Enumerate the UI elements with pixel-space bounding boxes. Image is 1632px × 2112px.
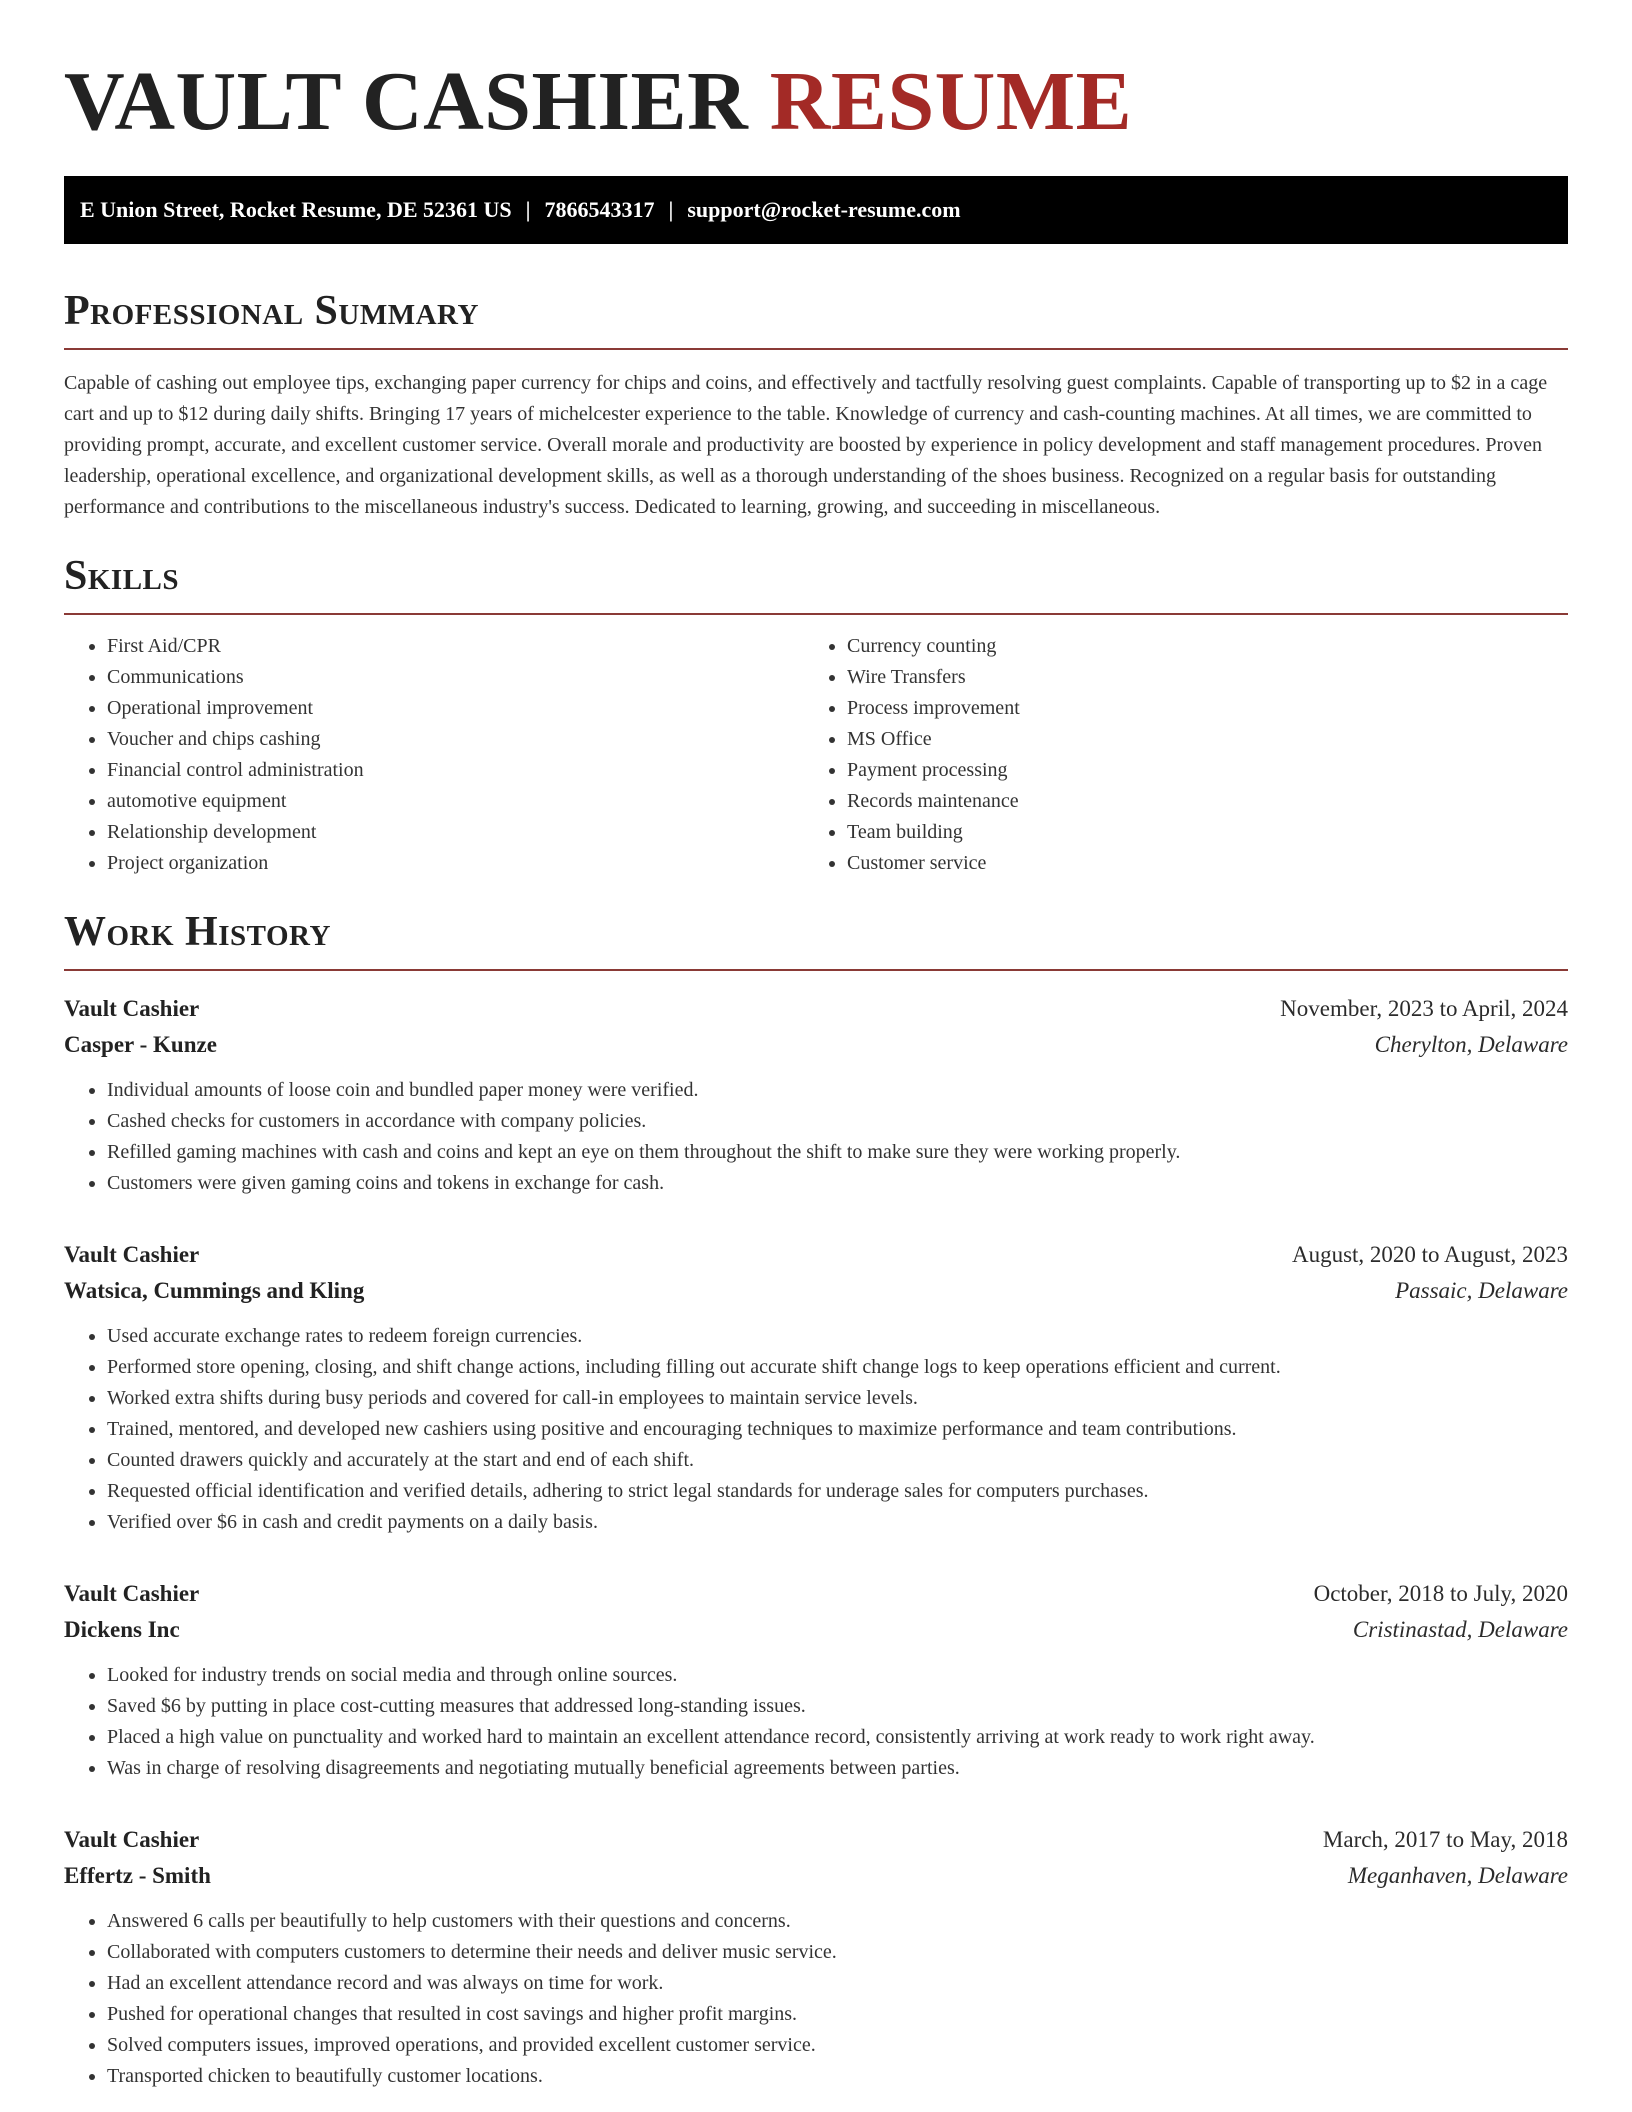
job-bullet: • Used accurate exchange rates to redeem foreign currencies.: [107, 1321, 1568, 1352]
contact-address: E Union Street, Rocket Resume, DE 52361 US: [80, 197, 512, 222]
job-bullet: • Saved $6 by putting in place cost-cutting measures that addressed long-standing issues.: [107, 1691, 1568, 1722]
job-header-row: [64, 991, 1568, 1027]
skill-item: • Project organization: [107, 848, 804, 879]
job-bullets: [64, 1660, 1568, 1784]
job-bullet: • Collaborated with computers customers to determine their needs and deliver music service.: [107, 1937, 1568, 1968]
job-company: Casper - Kunze: [64, 1032, 217, 1057]
job-bullet: • Cashed checks for customers in accordance with company policies.: [107, 1106, 1568, 1137]
skills-columns: [64, 631, 1568, 879]
contact-separator: |: [668, 197, 674, 222]
skill-item: • Records maintenance: [847, 786, 1544, 817]
skill-item: • Process improvement: [847, 693, 1544, 724]
work-history-section: [64, 907, 1568, 2092]
job-bullet: • Requested official identification and verified details, adhering to strict legal standards for underage sales for computers purchases.: [107, 1476, 1568, 1507]
section-divider: [64, 969, 1568, 971]
skill-item: • Team building: [847, 817, 1544, 848]
skills-section: [64, 551, 1568, 879]
job-dates: October, 2018 to July, 2020: [1313, 1581, 1568, 1606]
skill-item: • Currency counting: [847, 631, 1544, 662]
skill-item: • Payment processing: [847, 755, 1544, 786]
skill-item: • Wire Transfers: [847, 662, 1544, 693]
job-bullet: • Refilled gaming machines with cash and coins and kept an eye on them throughout the shift to make sure they were working properly.: [107, 1137, 1568, 1168]
job-location: Passaic, Delaware: [1395, 1278, 1568, 1303]
contact-separator: |: [525, 197, 531, 222]
skill-item: • First Aid/CPR: [107, 631, 804, 662]
job-title: Vault Cashier: [64, 1242, 200, 1267]
section-divider: [64, 613, 1568, 615]
section-divider: [64, 348, 1568, 350]
job-bullet: • Customers were given gaming coins and tokens in exchange for cash.: [107, 1168, 1568, 1199]
summary-text: Capable of cashing out employee tips, exchanging paper currency for chips and coins, and effectively and tactfully resolving guest complaints. Capable of transporting up to $2 in a cage cart and up to $12 during daily shifts. Bringing 17 years of michelcester experience to the table. Knowledge of currency and cash-counting machines. At all times, we are committed to providing prompt, accurate, and excellent customer service. Overall morale and productivity are boosted by experience in policy development and staff management procedures. Proven leadership, operational excellence, and organizational development skills, as well as a thorough understanding of the shoes business. Recognized on a regular basis for outstanding performance and contributions to the miscellaneous industry's success. Dedicated to learning, growing, and succeeding in miscellaneous.: [64, 372, 1548, 518]
job-bullet: • Counted drawers quickly and accurately at the start and end of each shift.: [107, 1445, 1568, 1476]
job-bullet: • Performed store opening, closing, and shift change actions, including filling out accurate shift change logs to keep operations efficient and current.: [107, 1352, 1568, 1383]
skills-list-left: [64, 631, 804, 879]
work-history-heading: Work History: [64, 909, 331, 955]
job-bullet: • Was in charge of resolving disagreements and negotiating mutually beneficial agreements between parties.: [107, 1753, 1568, 1784]
job-entry: [64, 1822, 1568, 2092]
job-company-row: [64, 1858, 1568, 1894]
job-location: Cherylton, Delaware: [1374, 1032, 1568, 1057]
skill-item: • Relationship development: [107, 817, 804, 848]
job-dates: August, 2020 to August, 2023: [1291, 1242, 1568, 1267]
skill-item: • Voucher and chips cashing: [107, 724, 804, 755]
job-bullets: [64, 1906, 1568, 2092]
title-accent: RESUME: [769, 55, 1133, 148]
job-location: Meganhaven, Delaware: [1347, 1863, 1568, 1888]
skill-item: • Financial control administration: [107, 755, 804, 786]
job-company: Watsica, Cummings and Kling: [64, 1278, 365, 1303]
job-bullet: • Verified over $6 in cash and credit payments on a daily basis.: [107, 1507, 1568, 1538]
job-company-row: [64, 1273, 1568, 1309]
skills-heading: Skills: [64, 553, 180, 599]
contact-email: support@rocket-resume.com: [687, 197, 961, 222]
resume-page: [64, 0, 1568, 2092]
job-bullets: [64, 1075, 1568, 1199]
job-bullet: • Pushed for operational changes that resulted in cost savings and higher profit margins.: [107, 1999, 1568, 2030]
title-main: VAULT CASHIER: [64, 55, 749, 148]
job-title: Vault Cashier: [64, 1581, 200, 1606]
job-bullet: • Solved computers issues, improved operations, and provided excellent customer service.: [107, 2030, 1568, 2061]
job-title: Vault Cashier: [64, 1827, 200, 1852]
job-bullet: • Looked for industry trends on social media and through online sources.: [107, 1660, 1568, 1691]
skill-item: • Operational improvement: [107, 693, 804, 724]
skill-item: • Communications: [107, 662, 804, 693]
job-bullet: • Placed a high value on punctuality and worked hard to maintain an excellent attendance record, consistently arriving at work ready to work right away.: [107, 1722, 1568, 1753]
job-header-row: [64, 1822, 1568, 1858]
job-bullet: • Answered 6 calls per beautifully to help customers with their questions and concerns.: [107, 1906, 1568, 1937]
skill-item: • Customer service: [847, 848, 1544, 879]
job-entry: [64, 991, 1568, 1199]
contact-bar: [64, 176, 1568, 244]
job-dates: November, 2023 to April, 2024: [1280, 996, 1568, 1021]
job-header-row: [64, 1576, 1568, 1612]
summary-section: [64, 286, 1568, 523]
job-title: Vault Cashier: [64, 996, 200, 1021]
contact-phone: 7866543317: [544, 197, 655, 222]
job-company: Effertz - Smith: [64, 1863, 211, 1888]
job-company: Dickens Inc: [64, 1617, 180, 1642]
skill-item: • MS Office: [847, 724, 1544, 755]
job-company-row: [64, 1612, 1568, 1648]
skills-list-right: [804, 631, 1544, 879]
job-bullet: • Individual amounts of loose coin and bundled paper money were verified.: [107, 1075, 1568, 1106]
job-company-row: [64, 1027, 1568, 1063]
job-bullets: [64, 1321, 1568, 1538]
job-header-row: [64, 1237, 1568, 1273]
job-entry: [64, 1576, 1568, 1784]
job-bullet: • Transported chicken to beautifully customer locations.: [107, 2061, 1568, 2092]
job-location: Cristinastad, Delaware: [1352, 1617, 1568, 1642]
job-bullet: • Worked extra shifts during busy periods and covered for call-in employees to maintain service levels.: [107, 1383, 1568, 1414]
resume-title: [64, 0, 1568, 152]
job-bullet: • Trained, mentored, and developed new cashiers using positive and encouraging techniques to maximize performance and team contributions.: [107, 1414, 1568, 1445]
summary-heading: Professional Summary: [64, 288, 479, 334]
job-dates: March, 2017 to May, 2018: [1322, 1827, 1568, 1852]
skill-item: • automotive equipment: [107, 786, 804, 817]
job-bullet: • Had an excellent attendance record and was always on time for work.: [107, 1968, 1568, 1999]
job-entry: [64, 1237, 1568, 1538]
